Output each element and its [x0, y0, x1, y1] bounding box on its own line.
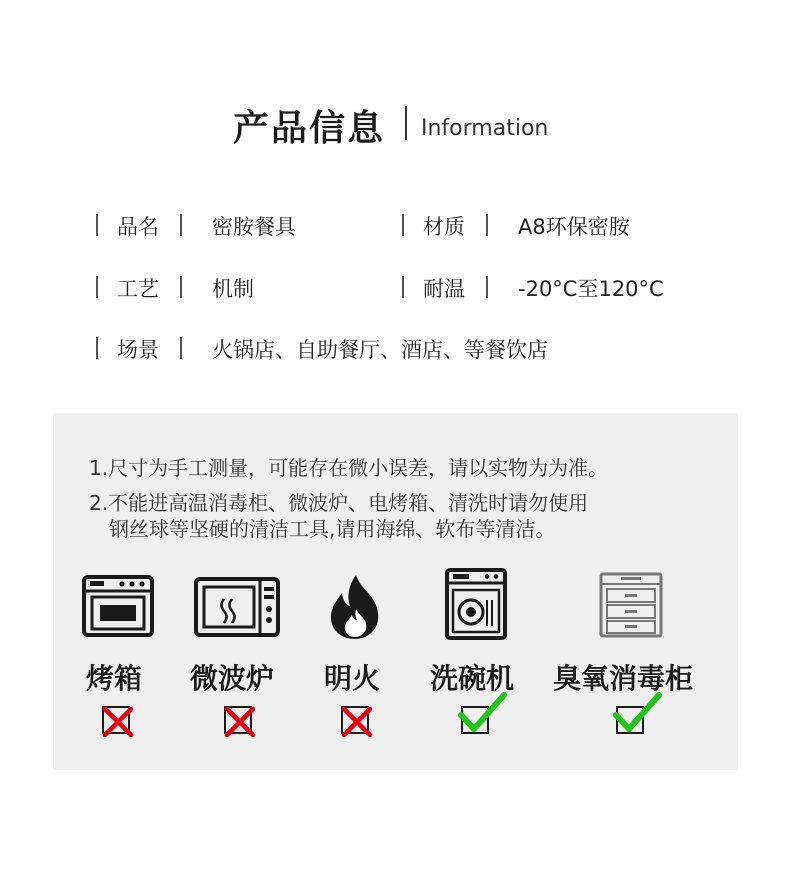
divider — [96, 214, 98, 236]
divider — [486, 214, 488, 236]
spec-value-material: A8环保密胺 — [518, 215, 630, 239]
cross-icon — [223, 703, 257, 737]
oven-icon — [82, 575, 154, 637]
spec-value-scene: 火锅店、自助餐厅、酒店、等餐饮店 — [212, 338, 548, 362]
spec-label-temp: 耐温 — [423, 277, 465, 301]
title-block — [0, 100, 790, 150]
usage-label-dishwasher: 洗碗机 — [430, 662, 515, 695]
page-title: 产品信息 — [233, 108, 386, 149]
cross-icon — [101, 703, 135, 737]
spec-label-craft: 工艺 — [117, 277, 159, 301]
note-line-3: 钢丝球等坚硬的清洁工具,请用海绵、软布等清洁。 — [109, 517, 556, 541]
title-divider — [405, 106, 407, 140]
usage-label-sterilizer: 臭氧消毒柜 — [553, 662, 694, 695]
note-line-1: 1.尺寸为手工测量，可能存在微小误差，请以实物为为准。 — [89, 456, 609, 480]
spec-label-material: 材质 — [423, 215, 465, 239]
care-panel — [53, 413, 738, 770]
usage-label-oven: 烤箱 — [86, 662, 143, 695]
note-line-2: 2.不能进高温消毒柜、微波炉、电烤箱、清洗时请勿使用 — [89, 491, 589, 515]
divider — [96, 337, 98, 359]
divider — [486, 276, 488, 298]
microwave-icon — [194, 577, 280, 637]
divider — [402, 276, 404, 298]
cross-icon — [340, 703, 374, 737]
spec-value-craft: 机制 — [212, 277, 254, 301]
divider — [180, 337, 182, 359]
spec-label-name: 品名 — [117, 215, 159, 239]
divider — [96, 276, 98, 298]
sterilizer-cabinet-icon — [599, 572, 663, 638]
divider — [180, 276, 182, 298]
spec-label-scene: 场景 — [117, 338, 159, 362]
spec-value-name: 密胺餐具 — [212, 215, 296, 239]
divider — [180, 214, 182, 236]
check-icon — [458, 691, 508, 737]
usage-label-open-flame: 明火 — [324, 662, 381, 695]
divider — [402, 214, 404, 236]
usage-label-microwave: 微波炉 — [190, 662, 275, 695]
check-icon — [613, 691, 663, 737]
dishwasher-icon — [445, 568, 507, 640]
flame-icon — [326, 573, 384, 641]
spec-value-temp: -20°C至120°C — [518, 277, 664, 301]
page-subtitle: Information — [421, 116, 549, 141]
